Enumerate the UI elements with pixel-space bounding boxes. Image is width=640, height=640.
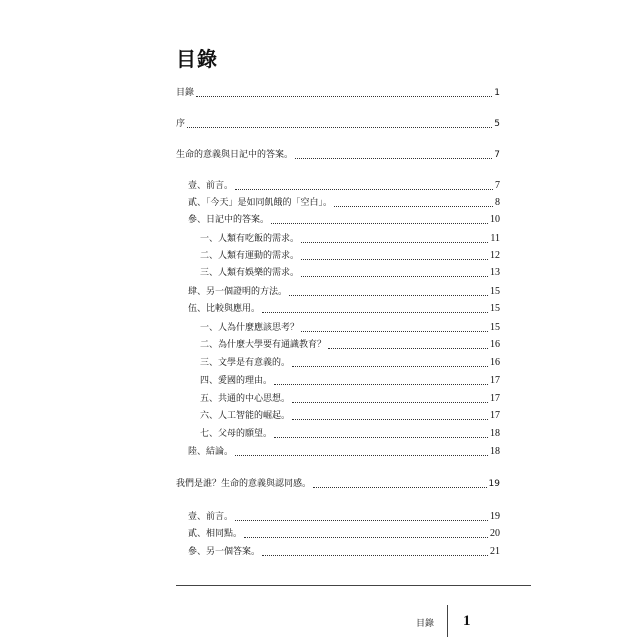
toc-entry-subsection[interactable] <box>200 249 500 263</box>
toc-entry-text: 二、為什麼大學要有通識教育？ <box>200 340 327 350</box>
leader-dots <box>301 250 488 260</box>
toc-entry-page: 5 <box>494 119 500 129</box>
toc-entry-text: 生命的意義與日記中的答案。 <box>176 150 294 160</box>
leader-dots <box>328 339 488 349</box>
toc-entry-subsection[interactable] <box>200 409 500 423</box>
leader-dots <box>235 446 488 456</box>
leader-dots <box>295 149 492 159</box>
leader-dots <box>235 511 488 521</box>
toc-entry-page: 13 <box>490 267 500 278</box>
toc-entry-text: 七、父母的願望。 <box>200 429 273 439</box>
toc-entry-subsection[interactable] <box>200 392 500 406</box>
toc-entry-subsection[interactable] <box>200 321 500 335</box>
leader-dots <box>235 180 493 190</box>
toc-entry-page: 18 <box>490 428 500 439</box>
toc-entry-chapter-1[interactable] <box>176 148 500 162</box>
toc-entry-chapter-2[interactable] <box>176 477 500 491</box>
toc-entry-page: 1 <box>494 88 500 98</box>
toc-entry-page: 10 <box>490 214 500 225</box>
toc-entry-section[interactable] <box>188 445 500 459</box>
toc-entry-subsection[interactable] <box>200 338 500 352</box>
toc-entry-section[interactable] <box>188 545 500 559</box>
leader-dots <box>274 375 488 385</box>
toc-entry-preface-contents[interactable] <box>176 86 500 100</box>
toc-entry-subsection[interactable] <box>200 266 500 280</box>
leader-dots <box>301 233 488 243</box>
toc-entry-text: 三、人類有娛樂的需求。 <box>200 268 300 278</box>
footer-divider <box>447 605 448 637</box>
toc-entry-text: 二、人類有運動的需求。 <box>200 251 300 261</box>
toc-entry-text: 五、共通的中心思想。 <box>200 394 291 404</box>
toc-entry-page: 15 <box>490 303 500 314</box>
toc-entry-page: 15 <box>490 322 500 333</box>
toc-entry-text: 參、另一個答案。 <box>188 547 261 557</box>
toc-entry-page: 16 <box>490 357 500 368</box>
toc-entry-text: 壹、前言。 <box>188 512 234 522</box>
toc-entry-section[interactable] <box>188 527 500 541</box>
toc-entry-text: 六、人工智能的崛起。 <box>200 411 291 421</box>
leader-dots <box>292 393 488 403</box>
toc-entry-subsection[interactable] <box>200 374 500 388</box>
toc-entry-text: 貳、相同點。 <box>188 529 243 539</box>
toc-entry-text: 目錄 <box>176 88 195 98</box>
toc-entry-text: 一、人類有吃飯的需求。 <box>200 234 300 244</box>
footer-rule <box>176 585 531 586</box>
toc-title: 目錄 <box>176 47 218 71</box>
leader-dots <box>289 286 488 296</box>
toc-entry-page: 17 <box>490 375 500 386</box>
leader-dots <box>262 546 488 556</box>
leader-dots <box>301 322 488 332</box>
footer-section-label: 目錄 <box>416 619 435 629</box>
toc-entry-text: 我們是誰？生命的意義與認同感。 <box>176 479 312 489</box>
toc-entry-text: 肆、另一個證明的方法。 <box>188 287 288 297</box>
leader-dots <box>196 87 492 97</box>
leader-dots <box>292 410 488 420</box>
toc-entry-page: 17 <box>490 393 500 404</box>
toc-entry-section[interactable] <box>188 213 500 227</box>
toc-entry-text: 一、人為什麼應該思考？ <box>200 323 300 333</box>
toc-entry-section[interactable] <box>188 285 500 299</box>
toc-entry-text: 四、愛國的理由。 <box>200 376 273 386</box>
leader-dots <box>271 214 488 224</box>
toc-entry-page: 21 <box>490 546 500 557</box>
toc-entry-subsection[interactable] <box>200 427 500 441</box>
leader-dots <box>262 303 488 313</box>
toc-entry-page: 17 <box>490 410 500 421</box>
toc-entry-text: 伍、比較與應用。 <box>188 304 261 314</box>
toc-entry-preface[interactable] <box>176 117 500 131</box>
toc-entry-page: 12 <box>490 250 500 261</box>
toc-entry-text: 參、日記中的答案。 <box>188 215 270 225</box>
leader-dots <box>313 478 487 488</box>
toc-entry-section[interactable] <box>188 302 500 316</box>
leader-dots <box>274 428 488 438</box>
toc-entry-page: 16 <box>490 339 500 350</box>
toc-entry-page: 15 <box>490 286 500 297</box>
toc-entry-text: 陸、結論。 <box>188 447 234 457</box>
toc-entry-page: 11 <box>490 233 500 244</box>
toc-entry-page: 7 <box>495 180 500 191</box>
toc-entry-section[interactable] <box>188 179 500 193</box>
toc-entry-page: 19 <box>488 479 500 489</box>
leader-dots <box>292 357 488 367</box>
toc-entry-text: 序 <box>176 119 186 129</box>
toc-entry-text: 三、文學是有意義的。 <box>200 358 291 368</box>
toc-entry-page: 7 <box>494 150 500 160</box>
toc-entry-text: 貳、「今天」是如同飢餓的「空白」。 <box>188 198 333 208</box>
leader-dots <box>187 118 492 128</box>
leader-dots <box>334 197 493 207</box>
toc-entry-text: 壹、前言。 <box>188 181 234 191</box>
toc-entry-section[interactable] <box>188 510 500 524</box>
toc-entry-subsection[interactable] <box>200 356 500 370</box>
toc-entry-page: 8 <box>495 197 500 208</box>
toc-entry-page: 20 <box>490 528 500 539</box>
toc-entry-page: 18 <box>490 446 500 457</box>
toc-entry-section[interactable] <box>188 196 500 210</box>
toc-entry-subsection[interactable] <box>200 232 500 246</box>
leader-dots <box>244 528 488 538</box>
footer-page-number: 1 <box>463 613 471 629</box>
toc-entry-page: 19 <box>490 511 500 522</box>
leader-dots <box>301 267 488 277</box>
